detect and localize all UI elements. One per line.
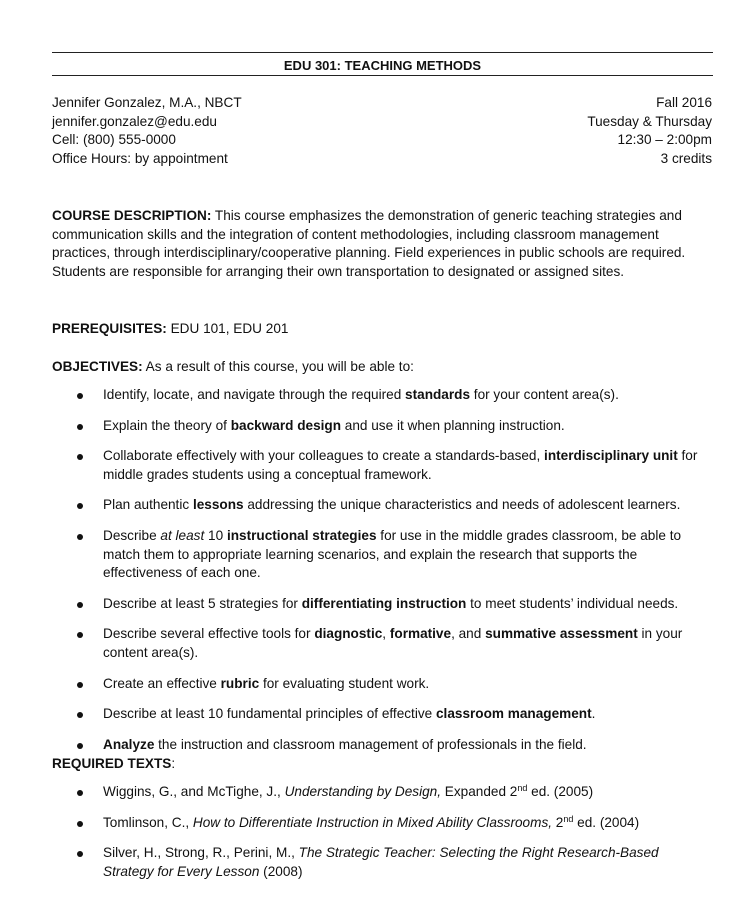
bullet-icon <box>77 743 83 749</box>
bullet-icon <box>77 424 83 430</box>
objective-item: Create an effective rubric for evaluating student work. <box>52 675 712 694</box>
text-item: Tomlinson, C., How to Differentiate Instruction in Mixed Ability Classrooms, 2nd ed. (2004) <box>52 814 712 833</box>
required-texts-list <box>52 783 712 881</box>
objective-item: Identify, locate, and navigate through the required standards for your content area(s). <box>52 386 712 405</box>
bullet-icon <box>77 790 83 796</box>
instructor-name: Jennifer Gonzalez, M.A., NBCT <box>52 95 242 110</box>
term: Fall 2016 <box>656 95 712 110</box>
objectives-label: OBJECTIVES: <box>52 359 143 374</box>
prerequisites-text: EDU 101, EDU 201 <box>166 321 289 336</box>
description-label: COURSE DESCRIPTION: <box>52 208 212 223</box>
prerequisites-label: PREREQUISITES: <box>52 321 167 336</box>
meeting-days: Tuesday & Thursday <box>587 113 712 129</box>
bullet-icon <box>77 454 83 460</box>
objective-item: Describe several effective tools for diagnostic, formative, and summative assessment in your content area(s). <box>52 625 712 662</box>
instructor-cell: Cell: (800) 555-0000 <box>52 132 176 148</box>
objective-item: Collaborate effectively with your colleagues to create a standards-based, interdisciplinary unit for middle grades students using a conceptual framework. <box>52 447 712 484</box>
office-hours: Office Hours: by appointment <box>52 150 228 166</box>
description-text: This course emphasizes the demonstration of generic teaching strategies and communication skills and the integration of content methodologies, including classroom management practices, through interdisciplinary/cooperative planning. Field experiences in public schools are required. Students are responsible for arranging their own transportation to designated or assigned sites. <box>52 208 686 279</box>
bullet-icon <box>77 602 83 608</box>
bullet-icon <box>77 821 83 827</box>
required-texts-label: REQUIRED TEXTS <box>52 756 172 771</box>
objective-item: Analyze the instruction and classroom management of professionals in the field. <box>52 736 712 755</box>
title-rule <box>52 75 713 76</box>
bullet-icon <box>77 682 83 688</box>
objective-item: Plan authentic lessons addressing the unique characteristics and needs of adolescent learners. <box>52 496 712 515</box>
bullet-icon <box>77 503 83 509</box>
prerequisites <box>52 320 712 339</box>
objective-item: Describe at least 10 instructional strategies for use in the middle grades classroom, be able to match them to appropriate learning scenarios, and explain the research that supports the effectiveness of each one. <box>52 527 712 583</box>
course-description <box>52 207 712 281</box>
objectives-heading <box>52 358 712 377</box>
bullet-icon <box>77 632 83 638</box>
credits: 3 credits <box>660 150 712 166</box>
required-texts-heading: REQUIRED TEXTS: <box>52 756 176 771</box>
schedule-info <box>587 94 712 168</box>
top-rule <box>52 52 713 53</box>
objective-item: Describe at least 5 strategies for differentiating instruction to meet students’ individual needs. <box>52 595 712 614</box>
text-item: Silver, H., Strong, R., Perini, M., The Strategic Teacher: Selecting the Right Research-Based Strategy for Every Lesson (2008) <box>52 844 712 881</box>
instructor-email: jennifer.gonzalez@edu.edu <box>52 113 217 129</box>
text-item: Wiggins, G., and McTighe, J., Understanding by Design, Expanded 2nd ed. (2005) <box>52 783 712 802</box>
objective-item: Explain the theory of backward design and use it when planning instruction. <box>52 417 712 436</box>
bullet-icon <box>77 851 83 857</box>
objective-item: Describe at least 10 fundamental principles of effective classroom management. <box>52 705 712 724</box>
course-title: EDU 301: TEACHING METHODS <box>283 58 482 73</box>
meeting-time: 12:30 – 2:00pm <box>617 132 712 148</box>
objectives-list <box>52 386 712 754</box>
instructor-info <box>52 94 242 168</box>
bullet-icon <box>77 534 83 540</box>
bullet-icon <box>77 393 83 399</box>
objectives-intro: As a result of this course, you will be able to: <box>142 359 414 374</box>
bullet-icon <box>77 712 83 718</box>
